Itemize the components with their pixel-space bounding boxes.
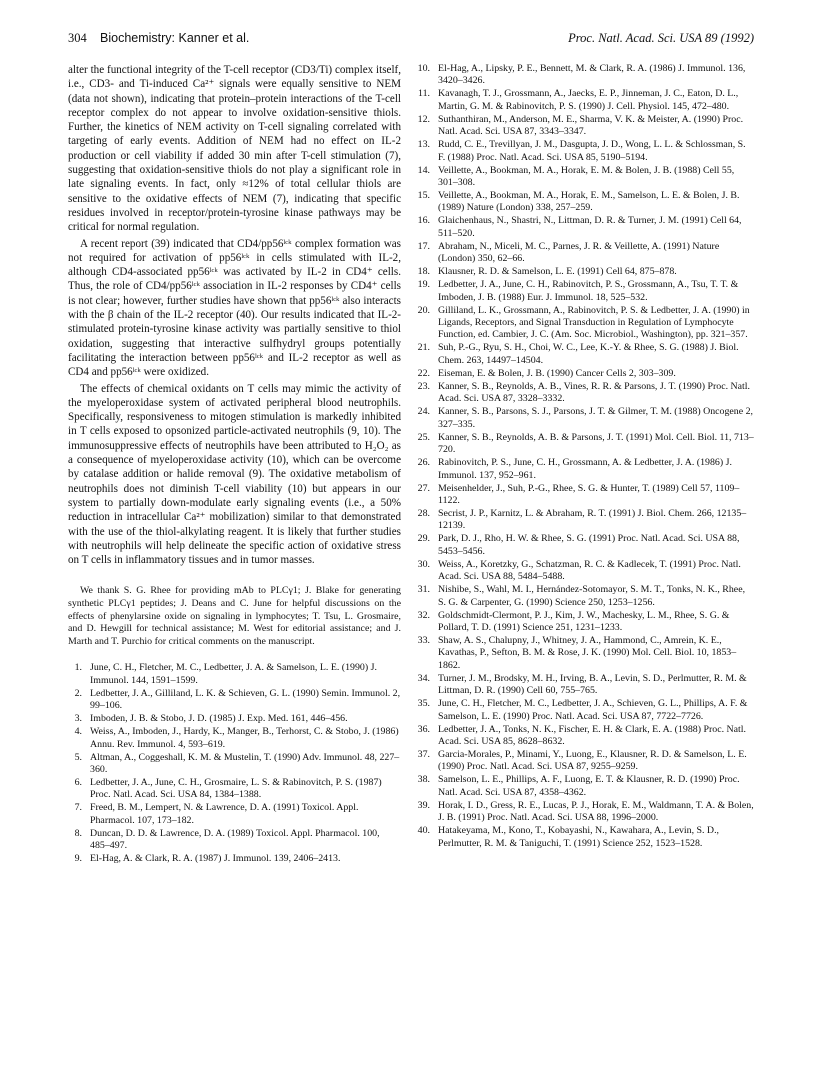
body-paragraph-1: alter the functional integrity of the T-cell receptor (CD3/Ti) complex itself, i.e., CD3- and Ti-induced Ca²⁺ signals were equally sensitive to NEM (data not shown), indicating that protein–protein interactions of the T-cell receptor complex do not appear to involve oxidation-sensitive thiols. Further, the kinetics of NEM activity on T-cell signaling correlated with targeting of early events. Addition of NEM had no effect on IL-2 production or cell viability if added 30 min after T-cell stimulation (7), suggesting that oxidation-sensitive thiols do not play a significant role in late signaling events. In fact, only ≈12% of total cellular thiols are sensitive to the oxidative effects of NEM (7), indicating that specific residues involved in receptor/protein-tyrosine kinase pathways may be critical for normal regulation. [68,64,401,234]
reference-text: Abraham, N., Miceli, M. C., Parnes, J. R. & Veillette, A. (1991) Nature (London) 350, 62–66. [438,240,720,265]
reference-item [68,802,401,827]
reference-text: Samelson, L. E., Phillips, A. F., Luong, E. T. & Klausner, R. D. (1990) Proc. Natl. Acad. Sci. USA 87, 4358–4362. [438,774,740,798]
reference-item [416,139,754,164]
reference-text: Garcia-Morales, P., Minami, Y., Luong, E., Klausner, R. D. & Samelson, L. E. (1990) Proc. Natl. Acad. Sci. USA 87, 9255–9259. [438,748,747,773]
reference-text: Weiss, A., Koretzky, G., Schatzman, R. C. & Kadlecek, T. (1991) Proc. Natl. Acad. Sci. USA 88, 5484–5488. [438,558,741,583]
reference-item [416,635,754,672]
journal-citation: Proc. Natl. Acad. Sci. USA 89 (1992) [568,31,754,45]
reference-item [416,215,754,240]
reference-text: June, C. H., Fletcher, M. C., Ledbetter, J. A., Schieven, G. L., Phillips, A. F. & Samelson, L. E. (1990) Proc. Natl. Acad. Sci. USA 87, 7722–7726. [438,698,748,722]
reference-number: 16. [417,215,430,227]
reference-item [416,584,754,609]
reference-text: Kanner, S. B., Parsons, S. J., Parsons, J. T. & Gilmer, T. M. (1988) Oncogene 2, 327–335. [438,406,754,430]
running-title: Biochemistry: Kanner et al. [100,31,250,45]
reference-item [68,726,401,751]
reference-item [416,698,754,723]
reference-item [416,825,754,850]
reference-text: El-Hag, A., Lipsky, P. E., Bennett, M. & Clark, R. A. (1986) J. Immunol. 136, 3420–3426. [438,63,746,87]
reference-item [416,368,754,380]
reference-item [68,688,401,713]
reference-item [416,800,754,825]
reference-number: 38. [417,774,430,786]
reference-number: 26. [417,457,430,469]
reference-item [68,713,401,725]
reference-number: 24. [417,406,430,418]
reference-text: Kanner, S. B., Reynolds, A. B. & Parsons, J. T. (1991) Mol. Cell. Biol. 11, 713–720. [438,431,754,456]
reference-text: Ledbetter, J. A., Tonks, N. K., Fischer, E. H. & Clark, E. A. (1988) Proc. Natl. Acad. Sci. USA 85, 8628–8632. [438,723,746,747]
reference-number: 12. [417,113,430,125]
reference-item [416,241,754,266]
reference-number: 20. [417,304,430,316]
reference-number: 2. [74,687,82,699]
reference-item [68,777,401,802]
reference-item [416,63,754,88]
reference-number: 27. [417,482,430,494]
reference-text: Veillette, A., Bookman, M. A., Horak, E. M., Samelson, L. E. & Bolen, J. B. (1989) Nature (London) 338, 257–259. [438,190,740,214]
reference-text: Rudd, C. E., Trevillyan, J. M., Dasgupta, J. D., Wong, L. L. & Schlossman, S. F. (1988) Proc. Natl. Acad. Sci. USA 85, 5190–5194. [438,139,746,163]
reference-item [416,279,754,304]
reference-item [416,165,754,190]
reference-item [416,266,754,278]
body-paragraph-2: A recent report (39) indicated that CD4/pp56ˡᶜᵏ complex formation was not required for activation of pp56ˡᶜᵏ in cells stimulated with IL-2, although CD4-associated pp56ˡᶜᵏ was activated by IL-2 in CD4⁺ cells. Thus, the role of CD4/pp56ˡᶜᵏ association in IL-2 responses by CD4⁺ cells is not clear; however, further studies have shown that pp56ˡᶜᵏ also interacts with the β chain of the IL-2 receptor (40). Our results indicated that IL-2-stimulated protein-tyrosine kinase activity was partially sensitive to thiol oxidation, suggesting that interactive sulfhydryl groups potentially facilitating the interaction between pp56ˡᶜᵏ and IL-2 receptor as well as CD4 and pp56ˡᶜᵏ were oxidized. [68,237,401,379]
reference-number: 11. [418,88,430,100]
reference-item [416,190,754,215]
reference-item [416,533,754,558]
acknowledgment: We thank S. G. Rhee for providing mAb to PLCγ1; J. Blake for generating synthetic PLCγ1 peptides; J. Deans and C. June for helpful discussions on the effects of phenylarsine oxide on signaling in lymphocytes; T. Tsu, L. Grosmaire, and D. Hewgill for technical assistance; M. West for editorial assistance; and J. Marth and T. Purchio for critical comments on the manuscript. [68,585,401,647]
right-column [416,63,754,851]
reference-number: 13. [417,139,430,151]
reference-text: Eiseman, E. & Bolen, J. B. (1990) Cancer Cells 2, 303–309. [438,367,676,379]
reference-text: Hatakeyama, M., Kono, T., Kobayashi, N., Kawahara, A., Levin, S. D., Perlmutter, R. M. & Taniguchi, T. (1991) Science 252, 1523–1528. [438,825,720,849]
reference-number: 39. [417,799,430,811]
reference-number: 8. [74,827,82,839]
reference-text: Veillette, A., Bookman, M. A., Horak, E. M. & Bolen, J. B. (1988) Cell 55, 301–308. [438,164,735,189]
reference-item [68,828,401,853]
reference-number: 6. [74,776,82,788]
reference-item [416,381,754,406]
reference-number: 17. [417,240,430,252]
reference-number: 33. [417,634,430,646]
reference-text: Horak, I. D., Gress, R. E., Lucas, P. J., Horak, E. M., Waldmann, T. A. & Bolen, J. B. (1991) Proc. Natl. Acad. Sci. USA 88, 1996–2000. [438,799,754,824]
reference-item [416,88,754,113]
reference-text: Rabinovitch, P. S., June, C. H., Grossmann, A. & Ledbetter, J. A. (1986) J. Immunol. 137, 952–961. [438,457,732,481]
reference-number: 35. [417,698,430,710]
reference-text: Suthanthiran, M., Anderson, M. E., Sharma, V. K. & Meister, A. (1990) Proc. Natl. Acad. Sci. USA 87, 3343–3347. [438,113,744,138]
reference-number: 4. [74,726,82,738]
reference-number: 37. [417,748,430,760]
reference-item [68,752,401,777]
reference-text: Imboden, J. B. & Stobo, J. D. (1985) J. Exp. Med. 161, 446–456. [90,713,348,725]
reference-text: Ledbetter, J. A., June, C. H., Rabinovitch, P. S., Grossmann, A., Tsu, T. T. & Imboden, J. B. (1988) Eur. J. Immunol. 18, 525–532. [438,279,739,303]
page-number: 304 [68,31,87,45]
reference-number: 31. [417,584,430,596]
reference-text: Meisenhelder, J., Suh, P.-G., Rhee, S. G. & Hunter, T. (1989) Cell 57, 1109–1122. [438,482,740,506]
reference-text: Goldschmidt-Clermont, P. J., Kim, J. W., Machesky, L. M., Rhee, S. G. & Pollard, T. D. (1991) Science 251, 1231–1233. [438,609,730,633]
reference-text: Kavanagh, T. J., Grossmann, A., Jaecks, E. P., Jinneman, J. C., Eaton, D. L., Martin, G. M. & Rabinovitch, P. S. (1990) J. Cell. Physiol. 145, 472–480. [438,88,739,112]
reference-text: Altman, A., Coggeshall, K. M. & Mustelin, T. (1990) Adv. Immunol. 48, 227–360. [90,751,400,775]
reference-number: 34. [417,672,430,684]
reference-number: 5. [74,751,82,763]
reference-number: 1. [74,662,82,674]
reference-item [68,662,401,687]
reference-number: 10. [417,63,430,74]
reference-text: Secrist, J. P., Karnitz, L. & Abraham, R. T. (1991) J. Biol. Chem. 266, 12135–12139. [438,507,747,532]
reference-number: 29. [417,533,430,545]
reference-number: 3. [74,713,82,725]
reference-item [416,508,754,533]
reference-text: Turner, J. M., Brodsky, M. H., Irving, B. A., Levin, S. D., Perlmutter, R. M. & Littman, D. R. (1990) Cell 60, 755–765. [438,672,747,697]
reference-item [416,483,754,508]
reference-number: 28. [417,507,430,519]
reference-number: 25. [417,431,430,443]
reference-item [416,457,754,482]
reference-number: 36. [417,723,430,735]
reference-item [416,305,754,342]
reference-item [416,114,754,139]
page-header [68,31,754,51]
reference-item [68,853,401,865]
reference-number: 22. [417,367,430,379]
reference-number: 30. [417,558,430,570]
reference-text: Park, D. J., Rho, H. W. & Rhee, S. G. (1991) Proc. Natl. Acad. Sci. USA 88, 5453–5456. [438,533,740,557]
reference-item [416,559,754,584]
reference-text: Ledbetter, J. A., June, C. H., Grosmaire, L. S. & Rabinovitch, P. S. (1987) Proc. Natl. Acad. Sci. USA 84, 1384–1388. [90,776,382,801]
reference-item [416,724,754,749]
reference-number: 15. [417,190,430,202]
left-column [68,63,401,866]
reference-number: 21. [417,342,430,354]
reference-text: Glaichenhaus, N., Shastri, N., Littman, D. R. & Turner, J. M. (1991) Cell 64, 511–520. [438,215,742,239]
reference-text: June, C. H., Fletcher, M. C., Ledbetter, J. A. & Samelson, L. E. (1990) J. Immunol. 144, 1591–1599. [90,662,377,686]
reference-item [416,774,754,799]
reference-number: 9. [74,853,82,865]
reference-number: 40. [417,825,430,837]
reference-text: El-Hag, A. & Clark, R. A. (1987) J. Immunol. 139, 2406–2413. [90,853,341,865]
reference-number: 18. [417,266,430,278]
reference-item [416,673,754,698]
reference-number: 19. [417,279,430,291]
reference-number: 7. [74,802,82,814]
reference-text: Weiss, A., Imboden, J., Hardy, K., Manger, B., Terhorst, C. & Stobo, J. (1986) Annu. Rev. Immunol. 4, 593–619. [90,726,399,750]
body-paragraph-3: The effects of chemical oxidants on T cells may mimic the activity of the myeloperoxidase system of activated peripheral blood neutrophils. Specifically, responsiveness to mitogen stimulation is markedly inhibited in T cells exposed to opsonized particle-activated neutrophils (9, 10). The immunosuppressive effects of neutrophils have been attributed to H₂O₂ as a consequence of myeloperoxidase activity (10), which can be overcome by catalase addition or halide removal (9). The oxidative metabolism of neutrophils does not diminish T-cell viability (10) but appears in our system to partially down-modulate early signaling events (i.e., a 50% reduction in intracellular Ca²⁺ mobilization) similar to that demonstrated with the use of the thiol-alkylating reagent. It is likely that further studies with neutrophils will help delineate the specific action of oxidative stress on T cells in inflammatory tissues and in tumor masses. [68,382,401,567]
reference-item [416,406,754,431]
reference-text: Shaw, A. S., Chalupny, J., Whitney, J. A., Hammond, C., Amrein, K. E., Kavathas, P., Sefton, B. M. & Rose, J. K. (1990) Mol. Cell. Biol. 10, 1853–1862. [438,634,737,671]
reference-text: Freed, B. M., Lempert, N. & Lawrence, D. A. (1991) Toxicol. Appl. Pharmacol. 107, 173–182. [90,802,359,826]
reference-text: Klausner, R. D. & Samelson, L. E. (1991) Cell 64, 875–878. [438,266,677,278]
reference-text: Kanner, S. B., Reynolds, A. B., Vines, R. R. & Parsons, J. T. (1990) Proc. Natl. Acad. Sci. USA 87, 3328–3332. [438,380,750,405]
reference-list-left [68,662,401,865]
reference-text: Duncan, D. D. & Lawrence, D. A. (1989) Toxicol. Appl. Pharmacol. 100, 485–497. [90,827,380,852]
reference-item [416,610,754,635]
reference-number: 14. [417,164,430,176]
reference-item [416,432,754,457]
reference-number: 32. [417,609,430,621]
reference-text: Ledbetter, J. A., Gilliland, L. K. & Schieven, G. L. (1990) Semin. Immunol. 2, 99–106. [90,687,401,712]
reference-text: Gilliland, L. K., Grossmann, A., Rabinovitch, P. S. & Ledbetter, J. A. (1990) in Ligands, Receptors, and Signal Transduction in Regulation of Lymphocyte Function, ed. Cambier, J. C. (Am. Soc. Microbiol., Washington), pp. 321–357. [438,304,750,341]
reference-item [416,342,754,367]
reference-list-right [416,63,754,850]
reference-item [416,749,754,774]
reference-text: Nishibe, S., Wahl, M. I., Hernández-Sotomayor, S. M. T., Tonks, N. K., Rhee, S. G. & Carpenter, G. (1990) Science 250, 1253–1256. [438,584,746,608]
reference-number: 23. [417,380,430,392]
reference-text: Suh, P.-G., Ryu, S. H., Choi, W. C., Lee, K.-Y. & Rhee, S. G. (1988) J. Biol. Chem. 263, 14497–14504. [438,342,739,366]
